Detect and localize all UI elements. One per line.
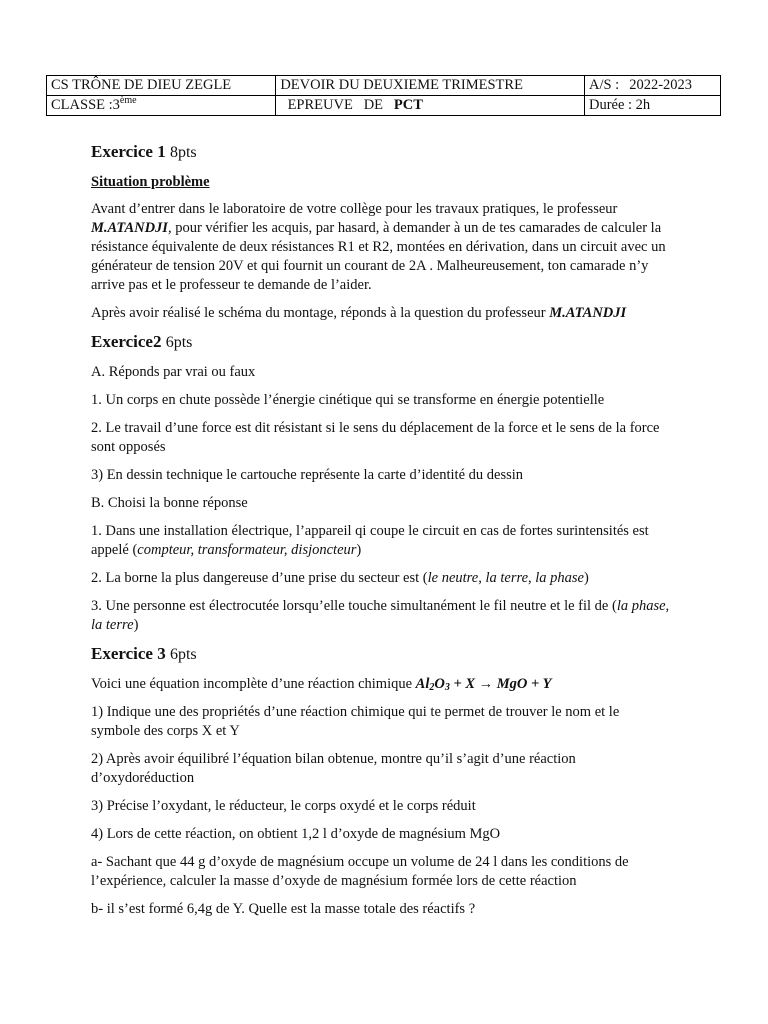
part-b-label: B. Choisi la bonne réponse xyxy=(91,495,248,511)
question-4b: b- il s’est formé 6,4g de Y. Quelle est la masse totale des réactifs ? xyxy=(91,901,476,917)
exercise-1-heading: Exercice 1 8pts xyxy=(91,142,197,161)
mcq-item-3: 3. Une personne est électrocutée lorsqu’elle touche simultanément le fil neutre et le fil de (la phase, la terre) xyxy=(91,598,670,633)
problem-situation-label: Situation problème xyxy=(91,174,210,190)
exam-title: DEVOIR DU DEUXIEME TRIMESTRE xyxy=(276,76,585,96)
header-row-1 xyxy=(47,76,721,96)
question-1: 1) Indique une des propriétés d’une réaction chimique qui te permet de trouver le nom et le symbole des corps X et Y xyxy=(91,704,620,739)
chemical-equation: $Al_2O_3 + X$ → MgO + Y xyxy=(415,676,552,693)
exam-header-table xyxy=(46,75,721,116)
duration: Durée : 2h xyxy=(584,96,720,116)
school-year: A/S : 2022-2023 xyxy=(584,76,720,96)
exercise-3-heading: Exercice 3 6pts xyxy=(91,644,197,663)
school-name: CS TRÔNE DE DIEU ZEGLE xyxy=(47,76,276,96)
exercise-1-statement: Avant d’entrer dans le laboratoire de votre collège pour les travaux pratiques, le professeur M.ATANDJI, pour vérifier les acquis, par hasard, à demander à un de tes camarades de calculer la résistance équivalente de deux résistances R1 et R2, montées en dérivation, dans un circuit avec un générateur de tension 20V et qui fournit un courant de 2A . Malheureusement, ton camarade n’y arrive pas et le professeur te demande de l’aider. xyxy=(91,201,666,293)
part-a-label: A. Réponds par vrai ou faux xyxy=(91,364,256,380)
subject: EPREUVE DE PCT xyxy=(276,96,585,116)
true-false-item-1: 1. Un corps en chute possède l’énergie cinétique qui se transforme en énergie potentielle xyxy=(91,392,605,408)
question-4a: a- Sachant que 44 g d’oxyde de magnésium occupe un volume de 24 l dans les conditions de l’expérience, calculer la masse d’oxyde de magnésium formée lors de cette réaction xyxy=(91,854,629,889)
question-4: 4) Lors de cette réaction, on obtient 1,2 l d’oxyde de magnésium MgO xyxy=(91,826,501,842)
chemical-equation-line: Voici une équation incomplète d’une réaction chimique $Al_2O_3 + X$ → MgO + Y xyxy=(91,676,552,693)
exercise-2-heading: Exercice2 6pts xyxy=(91,332,193,351)
true-false-item-2: 2. Le travail d’une force est dit résistant si le sens du déplacement de la force et le sens de la force sont opposés xyxy=(91,420,660,455)
true-false-item-3: 3) En dessin technique le cartouche représente la carte d’identité du dessin xyxy=(91,467,524,483)
header-row-2 xyxy=(47,96,721,116)
question-2: 2) Après avoir équilibré l’équation bilan obtenue, montre qu’il s’agit d’une réaction d’oxydoréduction xyxy=(91,751,576,786)
exam-content xyxy=(91,140,671,928)
exercise-1-question: Après avoir réalisé le schéma du montage, réponds à la question du professeur M.ATANDJI xyxy=(91,305,627,321)
question-3: 3) Précise l’oxydant, le réducteur, le corps oxydé et le corps réduit xyxy=(91,798,476,814)
mcq-item-1: 1. Dans une installation électrique, l’appareil qi coupe le circuit en cas de fortes surintensités est appelé (compteur, transformateur, disjoncteur) xyxy=(91,523,649,558)
mcq-item-2: 2. La borne la plus dangereuse d’une prise du secteur est (le neutre, la terre, la phase) xyxy=(91,570,589,586)
class-level: CLASSE :3ème xyxy=(47,96,276,116)
